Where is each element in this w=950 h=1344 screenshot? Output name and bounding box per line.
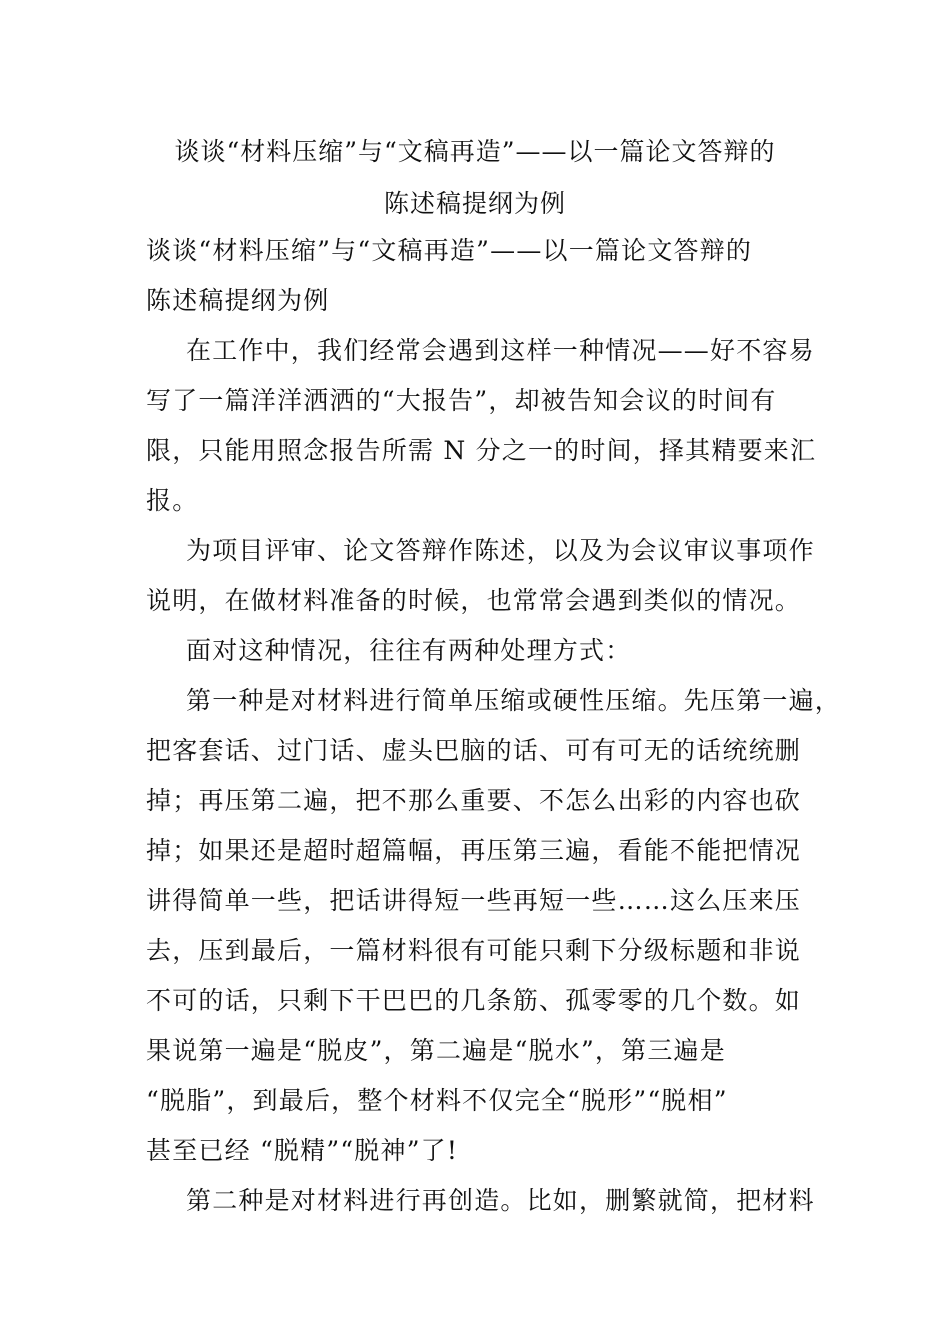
body-line: 限，只能用照念报告所需 N 分之一的时间，择其精要来汇 [146,436,817,465]
body-line: 把客套话、过门话、虚头巴脑的话、可有可无的话统统删 [146,736,802,765]
body-line: 掉；再压第二遍，把不那么重要、不怎么出彩的内容也砍 [146,786,802,815]
document-title-line-1: 谈谈“材料压缩”与“文稿再造”——以一篇论文答辩的 [174,137,776,166]
paragraph-line: 第一种是对材料进行简单压缩或硬性压缩。先压第一遍， [186,686,842,715]
paragraph-line: 面对这种情况，往往有两种处理方式： [186,636,632,665]
body-line: 报。 [146,486,199,515]
paragraph-line: 第二种是对材料进行再创造。比如，删繁就简，把材料 [186,1186,815,1215]
body-line: 果说第一遍是“脱皮”，第二遍是“脱水”，第三遍是 [146,1036,726,1065]
body-line: 讲得简单一些，把话讲得短一些再短一些……这么压来压 [146,886,802,915]
paragraph-line: 在工作中，我们经常会遇到这样一种情况——好不容易 [186,336,815,365]
body-line: 甚至已经 “脱精”“脱神”了! [146,1136,459,1165]
paragraph-line: 为项目评审、论文答辩作陈述，以及为会议审议事项作 [186,536,815,565]
body-line: 陈述稿提纲为例 [146,286,330,315]
body-line: 掉；如果还是超时超篇幅，再压第三遍，看能不能把情况 [146,836,802,865]
body-line: 说明，在做材料准备的时候，也常常会遇到类似的情况。 [146,586,802,615]
body-line: 去，压到最后，一篇材料很有可能只剩下分级标题和非说 [146,936,802,965]
body-line: 谈谈“材料压缩”与“文稿再造”——以一篇论文答辩的 [146,236,753,265]
body-line: “脱脂”，到最后，整个材料不仅完全“脱形”“脱相” [146,1086,728,1115]
body-line: 写了一篇洋洋洒洒的“大报告”，却被告知会议的时间有 [146,386,777,415]
body-line: 不可的话，只剩下干巴巴的几条筋、孤零零的几个数。如 [146,986,802,1015]
document-title-line-2: 陈述稿提纲为例 [383,189,566,218]
